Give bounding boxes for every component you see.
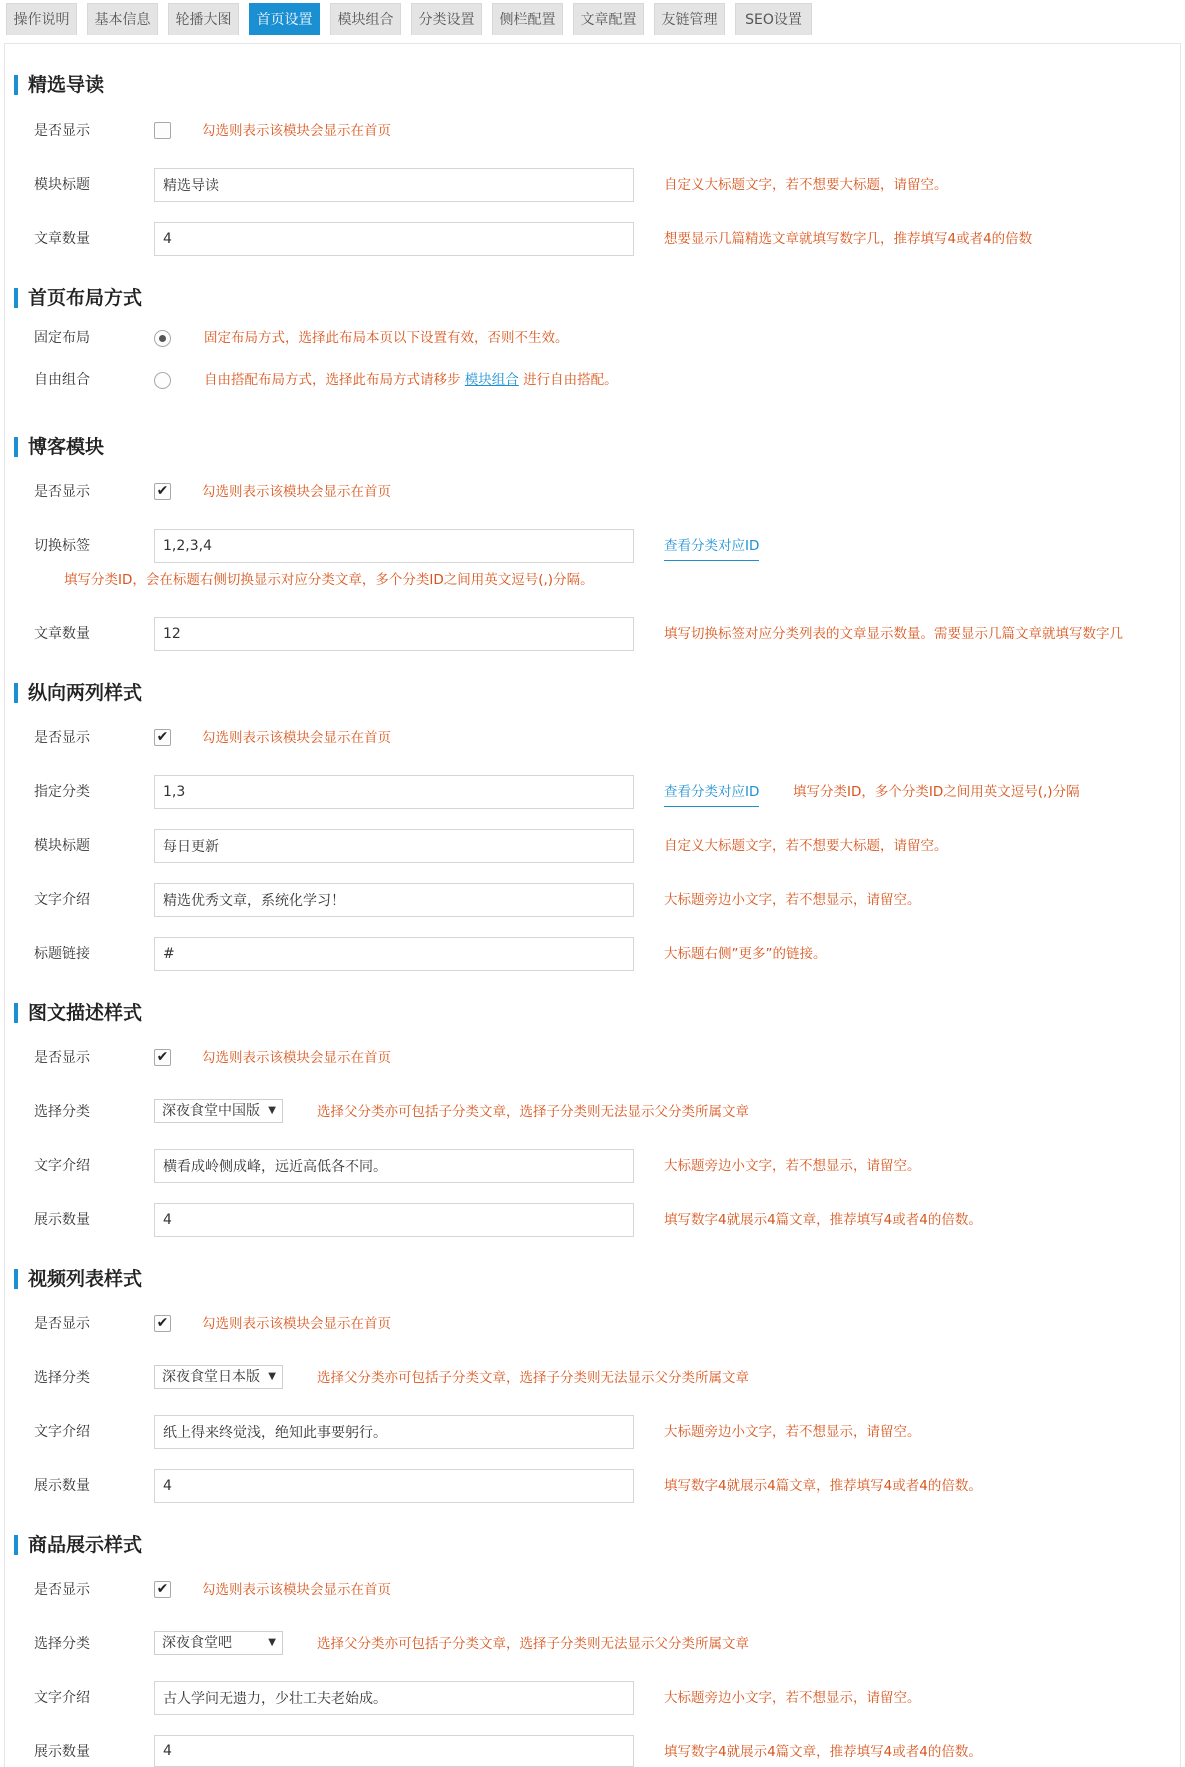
vertical-cat-hint: 填写分类ID，多个分类ID之间用英文逗号(,)分隔 (793, 784, 1080, 800)
layout-fixed-radio[interactable] (154, 330, 171, 347)
caret-down-icon: ▼ (268, 1371, 276, 1382)
video-desc-input[interactable] (154, 1415, 634, 1449)
vertical-cat-input[interactable] (154, 775, 634, 809)
section-title: 精选导读 (28, 74, 105, 96)
section-marker (14, 683, 18, 703)
vertical-title-input[interactable] (154, 829, 634, 863)
select-value: 深夜食堂中国版 (162, 1103, 260, 1119)
vertical-cat-label: 指定分类 (34, 784, 90, 800)
layout-free-label: 自由组合 (34, 372, 90, 388)
graphic-show-checkbox[interactable]: ✔ (154, 1049, 171, 1066)
select-value: 深夜食堂吧 (162, 1635, 232, 1651)
tab-carousel[interactable]: 轮播大图 (168, 3, 239, 35)
graphic-desc-hint: 大标题旁边小文字，若不想显示，请留空。 (664, 1158, 921, 1174)
featured-title-hint: 自定义大标题文字，若不想要大标题，请留空。 (664, 177, 948, 193)
module-combination-link[interactable]: 模块组合 (464, 372, 519, 388)
goods-count-hint: 填写数字4就展示4篇文章，推荐填写4或者4的倍数。 (664, 1744, 982, 1760)
graphic-cat-label: 选择分类 (34, 1104, 90, 1120)
layout-free-hint (204, 371, 618, 389)
goods-desc-hint: 大标题旁边小文字，若不想显示，请留空。 (664, 1690, 921, 1706)
layout-fixed-hint: 固定布局方式，选择此布局本页以下设置有效，否则不生效。 (204, 330, 569, 346)
blog-show-hint: 勾选则表示该模块会显示在首页 (202, 484, 391, 500)
caret-down-icon: ▼ (268, 1105, 276, 1116)
vertical-title-hint: 自定义大标题文字，若不想要大标题，请留空。 (664, 838, 948, 854)
video-show-hint: 勾选则表示该模块会显示在首页 (202, 1316, 391, 1332)
tab-friend-links[interactable]: 友链管理 (654, 3, 725, 35)
vertical-show-checkbox[interactable]: ✔ (154, 729, 171, 746)
section-title: 视频列表样式 (28, 1268, 143, 1290)
blog-count-label: 文章数量 (34, 626, 90, 642)
section-title: 商品展示样式 (28, 1534, 143, 1556)
goods-count-label: 展示数量 (34, 1744, 90, 1760)
blog-tabs-input[interactable] (154, 529, 634, 563)
video-cat-hint: 选择父分类亦可包括子分类文章，选择子分类则无法显示父分类所属文章 (317, 1370, 749, 1386)
section-marker (14, 1535, 18, 1555)
view-category-id-link[interactable]: 查看分类对应ID (664, 783, 759, 807)
tab-sidebar-config[interactable]: 侧栏配置 (492, 3, 563, 35)
video-count-label: 展示数量 (34, 1478, 90, 1494)
tab-article-config[interactable]: 文章配置 (573, 3, 644, 35)
video-count-hint: 填写数字4就展示4篇文章，推荐填写4或者4的倍数。 (664, 1478, 982, 1494)
featured-count-input[interactable] (154, 222, 634, 256)
section-title: 图文描述样式 (28, 1002, 143, 1024)
video-cat-label: 选择分类 (34, 1370, 90, 1386)
layout-free-hint-text: 自由搭配布局方式，选择此布局方式请移步 (204, 372, 461, 388)
tab-homepage-settings[interactable]: 首页设置 (249, 3, 320, 35)
video-desc-label: 文字介绍 (34, 1424, 90, 1440)
tab-seo-settings[interactable]: SEO设置 (735, 3, 812, 35)
graphic-count-input[interactable] (154, 1203, 634, 1237)
graphic-cat-hint: 选择父分类亦可包括子分类文章，选择子分类则无法显示父分类所属文章 (317, 1104, 749, 1120)
section-marker (14, 1003, 18, 1023)
goods-show-label: 是否显示 (34, 1582, 90, 1598)
blog-count-hint: 填写切换标签对应分类列表的文章显示数量。需要显示几篇文章就填写数字几 (664, 626, 1123, 642)
video-show-label: 是否显示 (34, 1316, 90, 1332)
featured-count-label: 文章数量 (34, 231, 90, 247)
vertical-link-label: 标题链接 (34, 946, 90, 962)
graphic-show-label: 是否显示 (34, 1050, 90, 1066)
layout-free-radio[interactable] (154, 372, 171, 389)
radio-selected-dot (159, 335, 166, 342)
featured-count-hint: 想要显示几篇精选文章就填写数字几，推荐填写4或者4的倍数 (664, 231, 1033, 247)
blog-show-label: 是否显示 (34, 484, 90, 500)
vertical-desc-label: 文字介绍 (34, 892, 90, 908)
graphic-desc-input[interactable] (154, 1149, 634, 1183)
goods-category-select[interactable] (154, 1631, 283, 1655)
layout-fixed-label: 固定布局 (34, 330, 90, 346)
vertical-link-hint: 大标题右侧”更多”的链接。 (664, 946, 827, 962)
vertical-link-input[interactable] (154, 937, 634, 971)
section-marker (14, 437, 18, 457)
blog-tabs-label: 切换标签 (34, 538, 90, 554)
vertical-desc-input[interactable] (154, 883, 634, 917)
caret-down-icon: ▼ (268, 1637, 276, 1648)
vertical-desc-hint: 大标题旁边小文字，若不想显示，请留空。 (664, 892, 921, 908)
section-title: 纵向两列样式 (28, 682, 143, 704)
tab-module-combination[interactable]: 模块组合 (330, 3, 401, 35)
blog-show-checkbox[interactable]: ✔ (154, 483, 171, 500)
section-marker (14, 288, 18, 308)
graphic-category-select[interactable] (154, 1099, 283, 1123)
goods-cat-hint: 选择父分类亦可包括子分类文章，选择子分类则无法显示父分类所属文章 (317, 1636, 749, 1652)
tab-basic-info[interactable]: 基本信息 (87, 3, 158, 35)
video-show-checkbox[interactable]: ✔ (154, 1315, 171, 1332)
featured-show-checkbox[interactable] (154, 122, 171, 139)
featured-show-hint: 勾选则表示该模块会显示在首页 (202, 123, 391, 139)
vertical-show-label: 是否显示 (34, 730, 90, 746)
blog-count-input[interactable] (154, 617, 634, 651)
goods-desc-label: 文字介绍 (34, 1690, 90, 1706)
vertical-title-label: 模块标题 (34, 838, 90, 854)
goods-cat-label: 选择分类 (34, 1636, 90, 1652)
graphic-show-hint: 勾选则表示该模块会显示在首页 (202, 1050, 391, 1066)
graphic-count-label: 展示数量 (34, 1212, 90, 1228)
select-value: 深夜食堂日本版 (162, 1369, 260, 1385)
section-marker (14, 75, 18, 95)
graphic-desc-label: 文字介绍 (34, 1158, 90, 1174)
section-title: 博客模块 (28, 436, 105, 458)
goods-desc-input[interactable] (154, 1681, 634, 1715)
video-count-input[interactable] (154, 1469, 634, 1503)
vertical-show-hint: 勾选则表示该模块会显示在首页 (202, 730, 391, 746)
graphic-count-hint: 填写数字4就展示4篇文章，推荐填写4或者4的倍数。 (664, 1212, 982, 1228)
section-marker (14, 1269, 18, 1289)
section-title: 首页布局方式 (28, 287, 143, 309)
video-category-select[interactable] (154, 1365, 283, 1389)
goods-count-input[interactable] (154, 1735, 634, 1767)
tab-instructions[interactable]: 操作说明 (6, 3, 77, 35)
goods-show-checkbox[interactable]: ✔ (154, 1581, 171, 1598)
featured-title-input[interactable] (154, 168, 634, 202)
featured-show-label: 是否显示 (34, 123, 90, 139)
featured-title-label: 模块标题 (34, 177, 90, 193)
view-category-id-link[interactable]: 查看分类对应ID (664, 537, 759, 561)
blog-tabs-hint: 填写分类ID，会在标题右侧切换显示对应分类文章，多个分类ID之间用英文逗号(,)分隔。 (64, 572, 594, 588)
goods-show-hint: 勾选则表示该模块会显示在首页 (202, 1582, 391, 1598)
video-desc-hint: 大标题旁边小文字，若不想显示，请留空。 (664, 1424, 921, 1440)
tab-category-settings[interactable]: 分类设置 (411, 3, 482, 35)
layout-free-hint-tail: 进行自由搭配。 (523, 372, 618, 388)
